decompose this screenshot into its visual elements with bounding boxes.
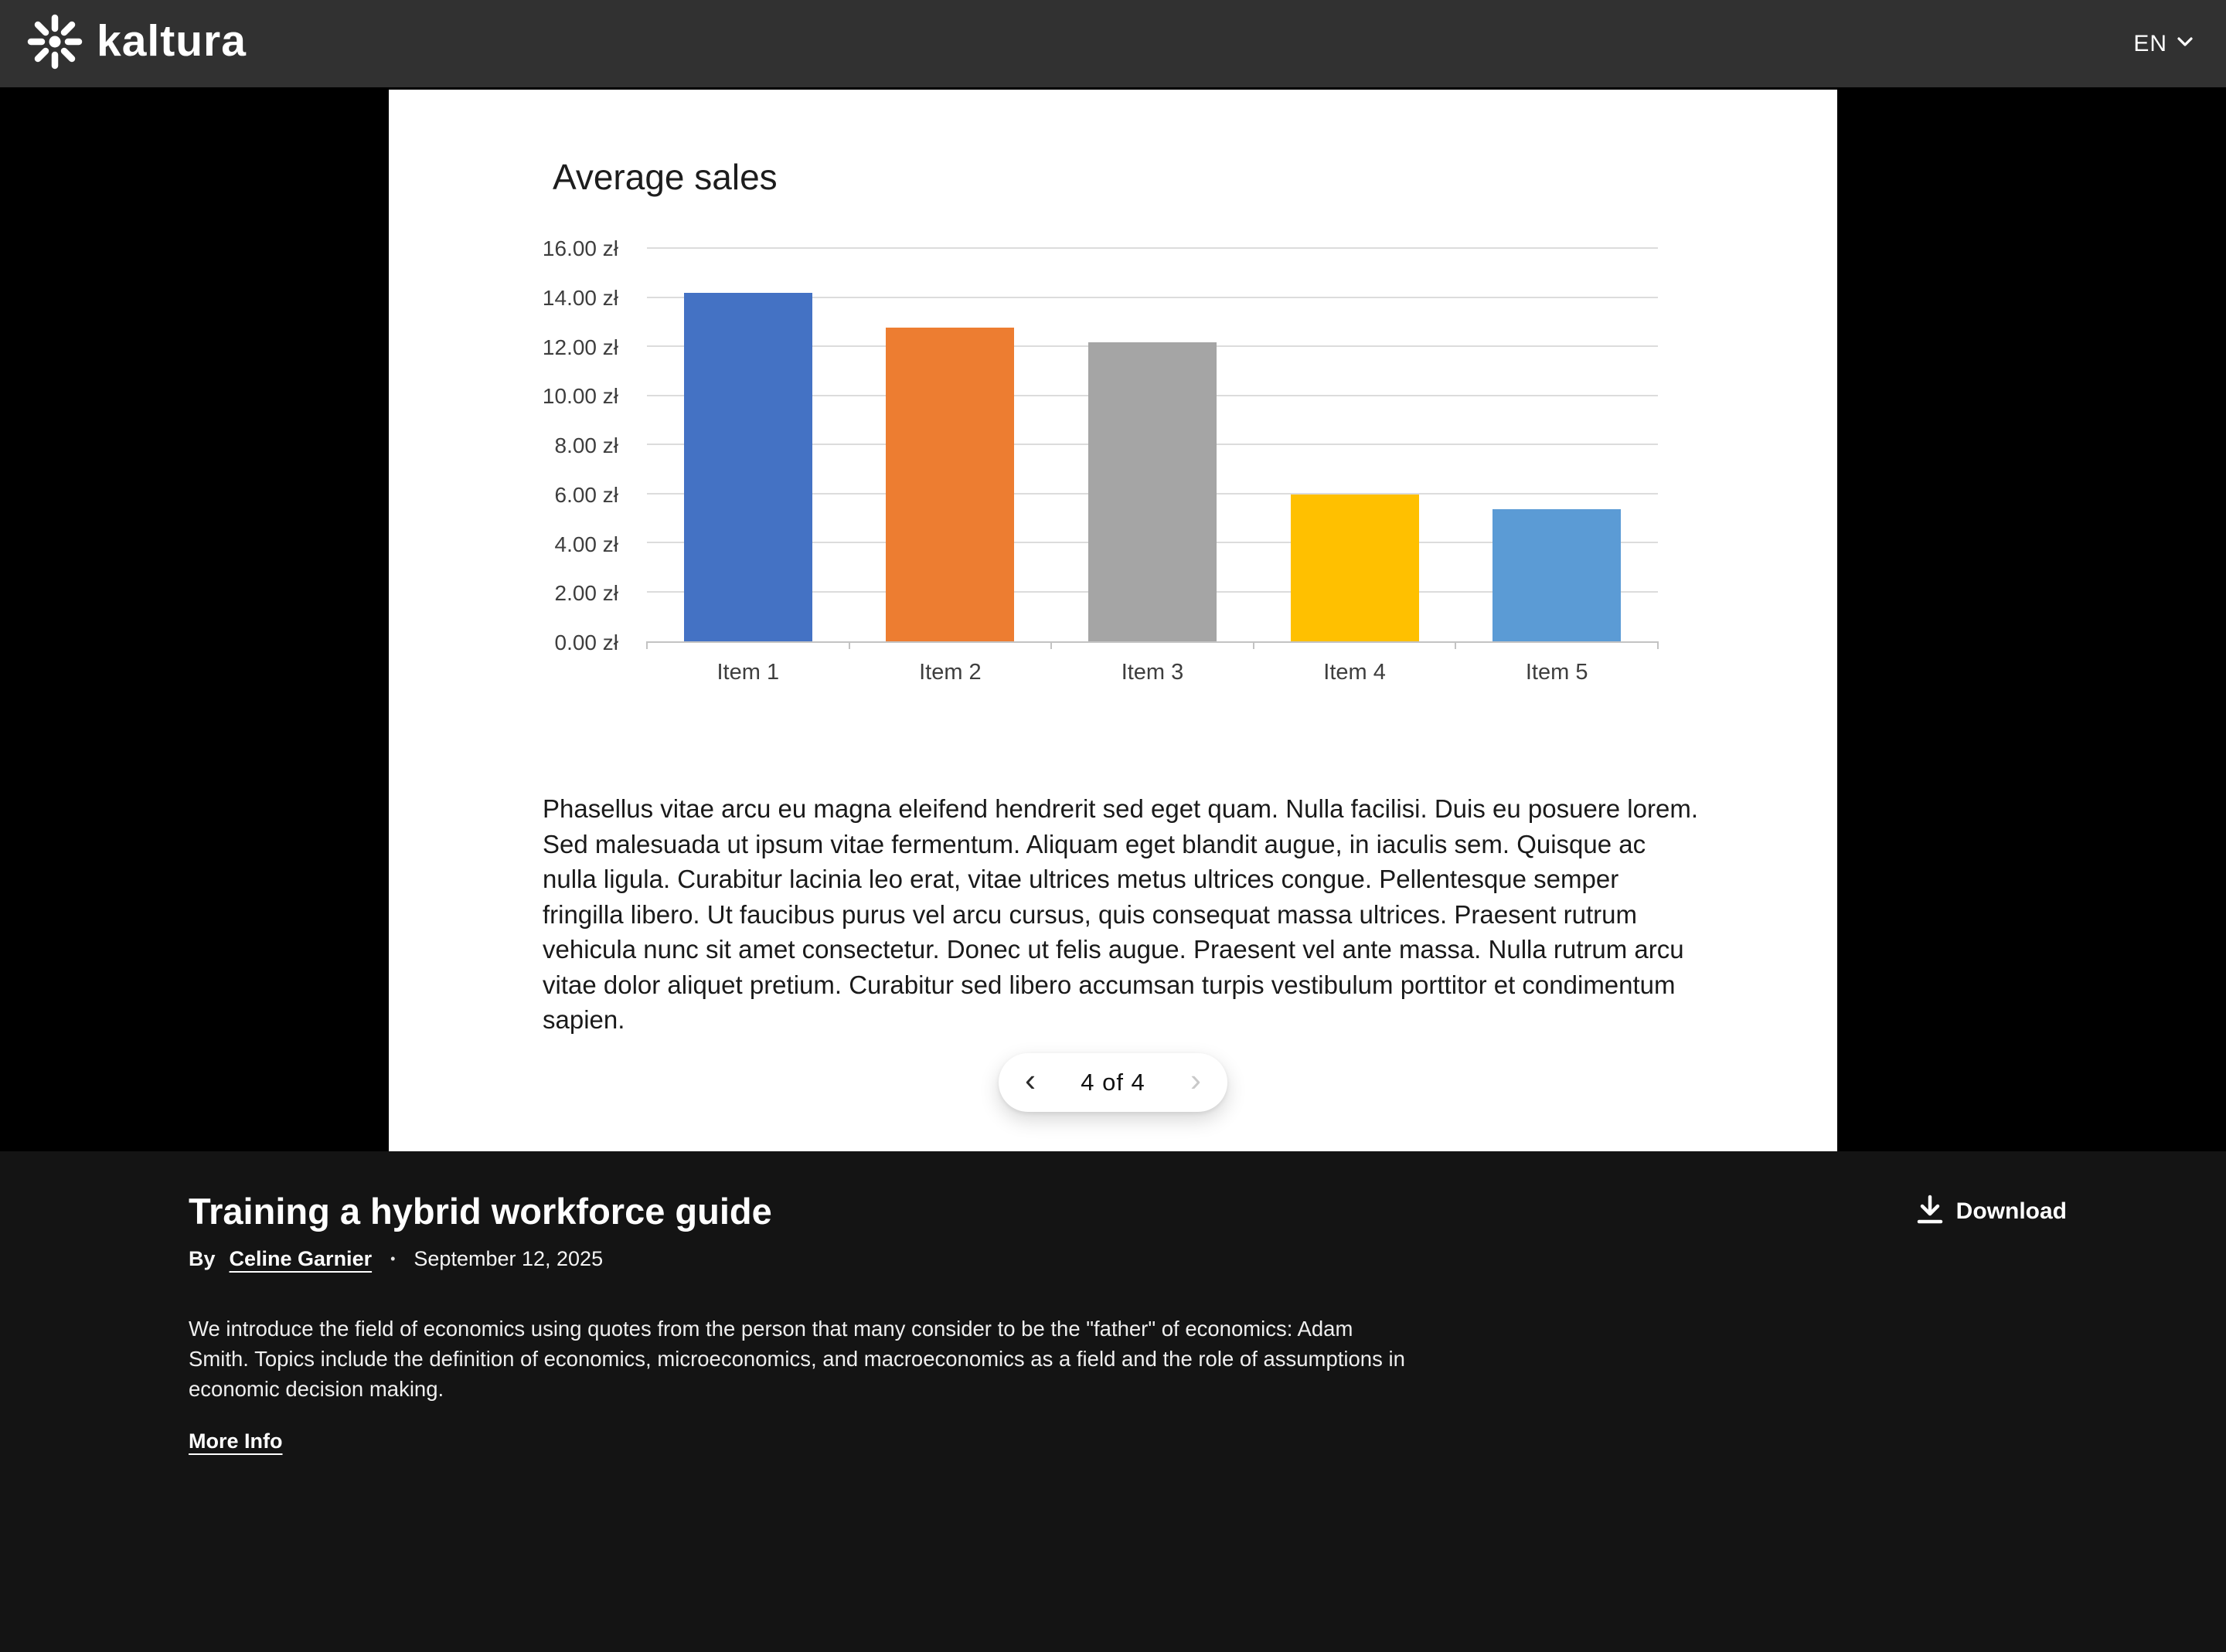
axis-tick (646, 641, 648, 649)
chevron-down-icon (2177, 36, 2194, 51)
bar-item-2 (886, 328, 1014, 641)
x-tick-label: Item 5 (1525, 660, 1588, 685)
kaltura-starburst-icon (26, 12, 84, 75)
kaltura-logo[interactable] (26, 12, 247, 75)
byline-prefix: By (189, 1247, 216, 1270)
y-tick-label: 2.00 zł (554, 581, 618, 606)
y-tick-label: 10.00 zł (542, 384, 618, 409)
next-page-button[interactable]: › (1190, 1062, 1201, 1098)
download-label: Download (1955, 1198, 2067, 1224)
media-title: Training a hybrid workforce guide (189, 1191, 772, 1232)
document-paragraph: Phasellus vitae arcu eu magna eleifend hendrerit sed eget quam. Nulla facilisi. Duis eu posuere lorem. Sed malesuada ut ipsum vitae fermentum. Aliquam eget blandit augue, in iaculis sem. Quisque ac nulla ligula. Curabitur lacinia leo erat, vitae ultrices metus ultrices congue. Pellentesque semper fringilla libero. Ut faucibus purus vel arcu cursus, quis consequat massa ultrices. Praesent rutrum vehicula nunc sit amet consectetur. Donec ut felis augue. Praesent vel ante massa. Nulla rutrum arcu vitae dolor aliquet pretium. Curabitur sed libero accumsan turpis vestibulum porttitor et condimentum sapien. (543, 794, 1698, 1034)
author-link[interactable]: Celine Garnier (229, 1247, 373, 1270)
y-tick-label: 16.00 zł (542, 236, 618, 260)
media-stage (0, 87, 2226, 1151)
top-bar (0, 0, 2226, 87)
y-tick-label: 6.00 zł (554, 482, 618, 507)
x-tick-label: Item 3 (1121, 660, 1184, 685)
chart-x-axis (647, 660, 1658, 685)
more-info-link[interactable]: More Info (189, 1429, 283, 1453)
bar-slot (849, 249, 1052, 641)
x-tick-label: Item 4 (1323, 660, 1386, 685)
x-tick-label: Item 2 (919, 660, 982, 685)
publish-date: September 12, 2025 (414, 1247, 604, 1270)
bar-item-1 (684, 293, 812, 641)
kaltura-wordmark: kaltura (97, 16, 247, 66)
language-selector[interactable] (2133, 31, 2194, 57)
chart-y-axis (389, 236, 633, 654)
y-tick-label: 0.00 zł (554, 631, 618, 654)
download-icon (1916, 1195, 1944, 1228)
y-tick-label: 12.00 zł (542, 335, 618, 359)
axis-tick (1050, 641, 1052, 649)
document-page (389, 90, 1837, 1151)
chart-plot (647, 249, 1658, 643)
axis-tick (849, 641, 850, 649)
media-details-panel (0, 1151, 2226, 1652)
y-tick-label: 4.00 zł (554, 532, 618, 556)
bar-slot (1051, 249, 1254, 641)
page-navigator (999, 1053, 1227, 1112)
download-button[interactable] (1916, 1195, 2067, 1228)
y-tick-label: 8.00 zł (554, 433, 618, 457)
page-indicator: 4 of 4 (1081, 1069, 1145, 1096)
bar-item-5 (1493, 509, 1621, 641)
byline (189, 1247, 603, 1271)
y-tick-label: 14.00 zł (542, 285, 618, 310)
previous-page-button[interactable]: ‹ (1025, 1062, 1036, 1098)
bar-slot (1455, 249, 1658, 641)
axis-tick (1253, 641, 1254, 649)
chart-title: Average sales (553, 157, 778, 197)
bar-slot (1254, 249, 1456, 641)
byline-separator-dot: • (390, 1251, 396, 1266)
bar-item-3 (1088, 342, 1217, 641)
language-label: EN (2133, 30, 2167, 56)
bar-item-4 (1291, 495, 1419, 642)
bar-slot (647, 249, 849, 641)
media-description: We introduce the field of economics using quotes from the person that many consider to be the "father" of economics: Adam Smith. Topics include the definition of economics, microeconomics, and macroeconomics as a field and the role of assumptions in economic decision making. (189, 1317, 1405, 1401)
axis-tick (1657, 641, 1659, 649)
axis-tick (1455, 641, 1456, 649)
x-tick-label: Item 1 (716, 660, 780, 685)
